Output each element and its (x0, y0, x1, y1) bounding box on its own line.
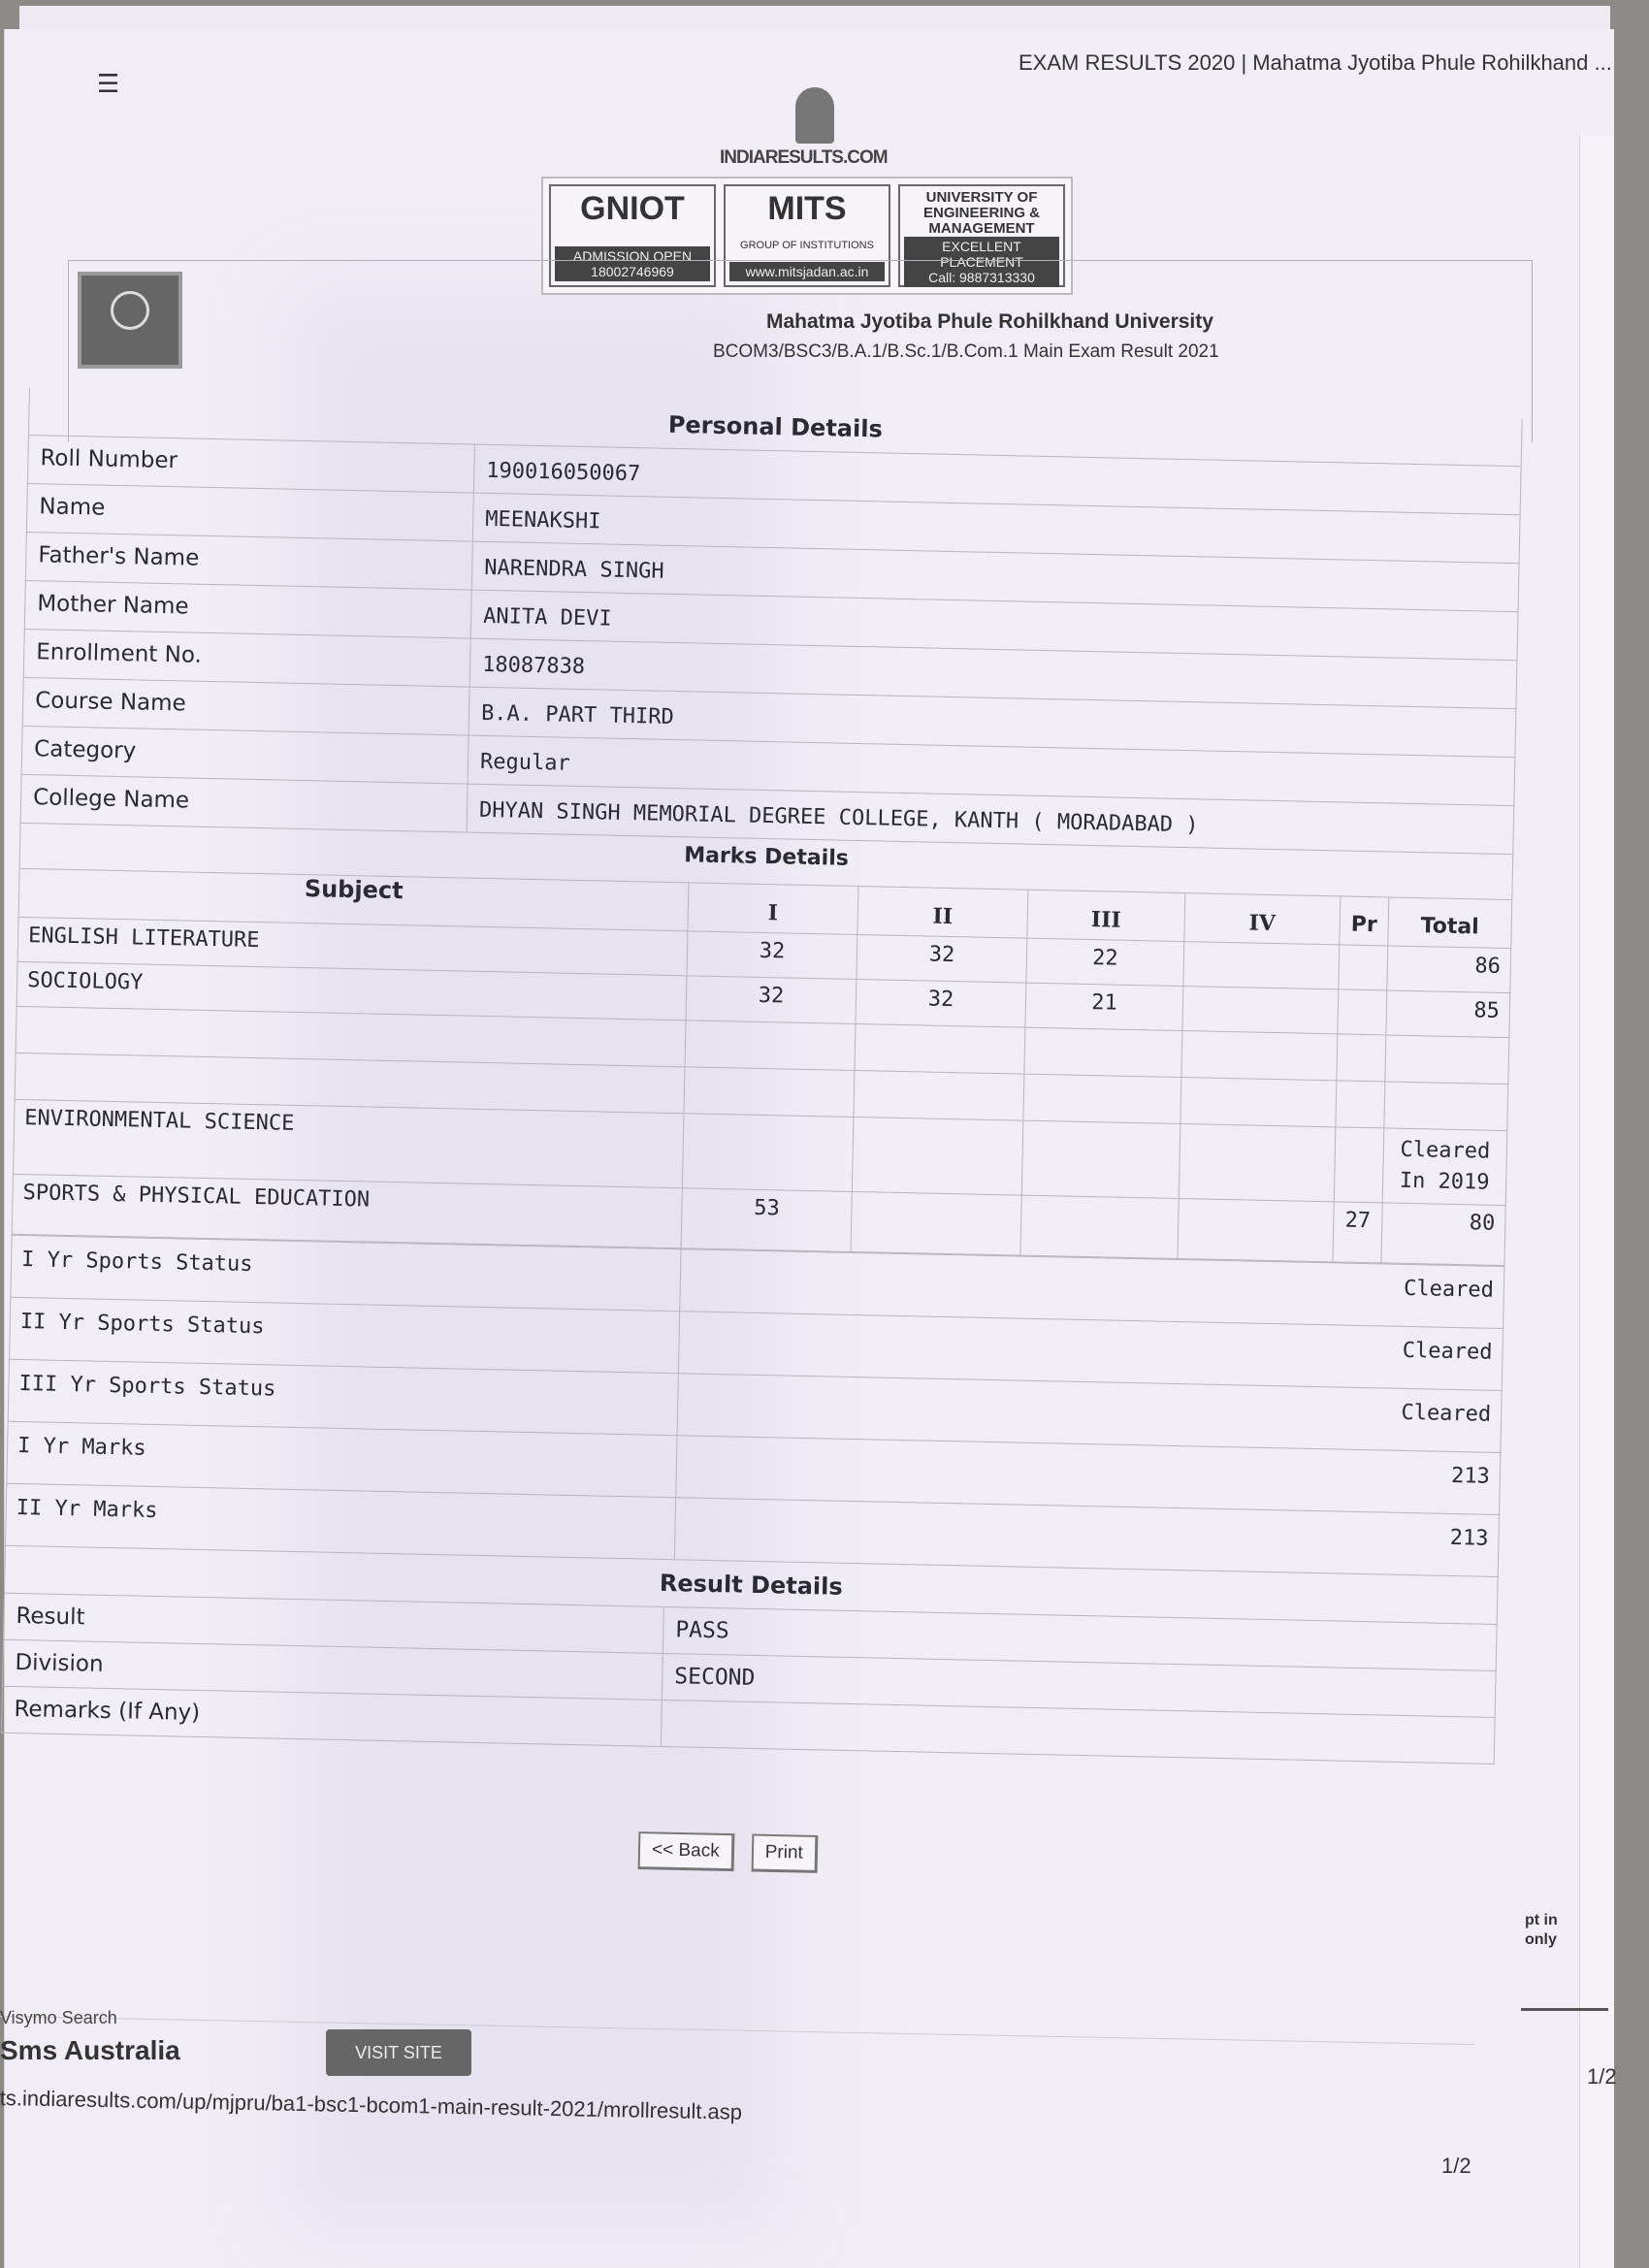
row-label: Category (21, 726, 469, 784)
result-content (1, 388, 1523, 1764)
col-paper-2: II (857, 886, 1028, 938)
row-value: PASS (663, 1606, 1497, 1670)
result-details-table (1, 1545, 1499, 1764)
summary-value: Cleared (680, 1248, 1504, 1328)
row-label: Enrollment No. (23, 629, 470, 687)
row-value: SECOND (662, 1653, 1496, 1717)
side-rule (1521, 2008, 1608, 2011)
row-label: Division (2, 1639, 663, 1700)
browser-title: EXAM RESULTS 2020 | Mahatma Jyotiba Phule Rohilkhand ... (1018, 50, 1612, 75)
paper-2-mark: 32 (856, 979, 1026, 1027)
uem-strip: EXCELLENT PLACEMENT Call: 9887313330 (904, 237, 1059, 287)
row-label: Father's Name (25, 532, 472, 590)
row-label: Roll Number (27, 435, 474, 493)
hamburger-menu-icon[interactable]: ☰ (97, 70, 120, 99)
row-label: Course Name (22, 677, 469, 735)
paper-4-mark (1183, 941, 1340, 988)
exam-name: BCOM3/BSC3/B.A.1/B.Sc.1/B.Com.1 Main Exam Result 2021 (713, 341, 1219, 362)
row-label: Remarks (If Any) (1, 1686, 662, 1746)
subject-name: ENGLISH LITERATURE (17, 917, 688, 975)
row-value: DHYAN SINGH MEMORIAL DEGREE COLLEGE, KANTH ( MORADABAD ) (467, 784, 1514, 855)
marks-details-table (12, 824, 1514, 1266)
col-total: Total (1388, 896, 1512, 948)
row-value: B.A. PART THIRD (469, 687, 1516, 758)
seal-icon (111, 291, 149, 330)
university-seal-logo (78, 272, 182, 369)
mits-strip: www.mitsjadan.ac.in (729, 262, 885, 281)
gniot-strip: ADMISSION OPEN 18002746969 (555, 246, 710, 281)
total-mark: 85 (1386, 989, 1510, 1037)
total-mark: 86 (1387, 945, 1511, 992)
row-value: 18087838 (469, 638, 1517, 709)
paper-1-mark: 32 (686, 975, 857, 1023)
practical-mark (1338, 988, 1387, 1034)
personal-details-table (20, 388, 1523, 855)
row-value: MEENAKSHI (472, 493, 1520, 564)
practical-mark (1339, 944, 1388, 989)
sheet-edge (1579, 136, 1614, 2268)
summary-value: 213 (674, 1497, 1499, 1576)
col-paper-4: IV (1184, 892, 1341, 944)
total-status: Cleared In 2019 (1382, 1127, 1507, 1205)
action-buttons (638, 1831, 819, 1873)
col-paper-1: I (688, 882, 858, 934)
summary-value: Cleared (678, 1311, 1503, 1390)
row-label: Mother Name (24, 580, 471, 638)
row-label: Result (3, 1593, 663, 1653)
personal-details-heading: Personal Details (28, 388, 1522, 467)
marks-details-heading: Marks Details (19, 824, 1513, 899)
mits-sub: GROUP OF INSTITUTIONS (740, 239, 874, 251)
indiaresults-logo-icon (795, 87, 834, 144)
gniot-title: GNIOT (580, 190, 685, 227)
subject-name: ENVIRONMENTAL SCIENCE (14, 1099, 684, 1187)
result-details-heading: Result Details (4, 1545, 1498, 1624)
mits-title: MITS (767, 190, 847, 227)
side-note: pt in only (1525, 1912, 1558, 1948)
page-number-alt: 1/2 (1587, 2064, 1617, 2089)
summary-label: I Yr Sports Status (11, 1235, 681, 1311)
paper-1-mark: 53 (681, 1187, 852, 1251)
col-subject: Subject (18, 868, 689, 930)
footer-ad-source: Visymo Search (0, 2008, 117, 2027)
col-paper-3: III (1027, 890, 1185, 941)
subject-name: SOCIOLOGY (16, 961, 687, 1020)
summary-label: II Yr Marks (6, 1483, 676, 1559)
page-number: 1/2 (1441, 2154, 1471, 2178)
total-mark: 80 (1381, 1202, 1505, 1265)
footer-ad-title[interactable]: Sms Australia (0, 2035, 180, 2065)
visit-site-button[interactable]: VISIT SITE (326, 2029, 471, 2076)
row-label: Name (26, 483, 473, 541)
summary-value: 213 (676, 1435, 1501, 1514)
row-value: ANITA DEVI (470, 590, 1518, 661)
summary-value: Cleared (677, 1373, 1502, 1452)
col-practical: Pr (1340, 895, 1389, 945)
row-value: Regular (468, 735, 1515, 806)
site-logo[interactable]: INDIARESULTS.COM (720, 147, 888, 168)
paper-4-mark (1182, 986, 1339, 1033)
paper-3-mark: 22 (1026, 938, 1184, 986)
uem-title: UNIVERSITY OF ENGINEERING & MANAGEMENT (922, 189, 1040, 237)
subject-name: SPORTS & PHYSICAL EDUCATION (12, 1174, 682, 1247)
row-value: 190016050067 (473, 444, 1521, 515)
row-value: NARENDRA SINGH (471, 541, 1519, 612)
back-button[interactable]: << Back (638, 1831, 735, 1871)
practical-mark: 27 (1333, 1201, 1382, 1262)
summary-label: III Yr Sports Status (8, 1359, 678, 1435)
row-label: College Name (20, 774, 468, 832)
summary-table (5, 1234, 1504, 1576)
summary-label: I Yr Marks (7, 1421, 677, 1497)
page-url: ts.indiaresults.com/up/mjpru/ba1-bsc1-bcom1-main-result-2021/mrollresult.asp (0, 2086, 743, 2124)
paper-3-mark: 21 (1025, 983, 1183, 1030)
paper-2-mark: 32 (857, 934, 1027, 983)
summary-label: II Yr Sports Status (10, 1297, 680, 1373)
paper-1-mark: 32 (687, 930, 857, 979)
university-name: Mahatma Jyotiba Phule Rohilkhand University (766, 310, 1213, 333)
print-button[interactable]: Print (751, 1834, 818, 1873)
